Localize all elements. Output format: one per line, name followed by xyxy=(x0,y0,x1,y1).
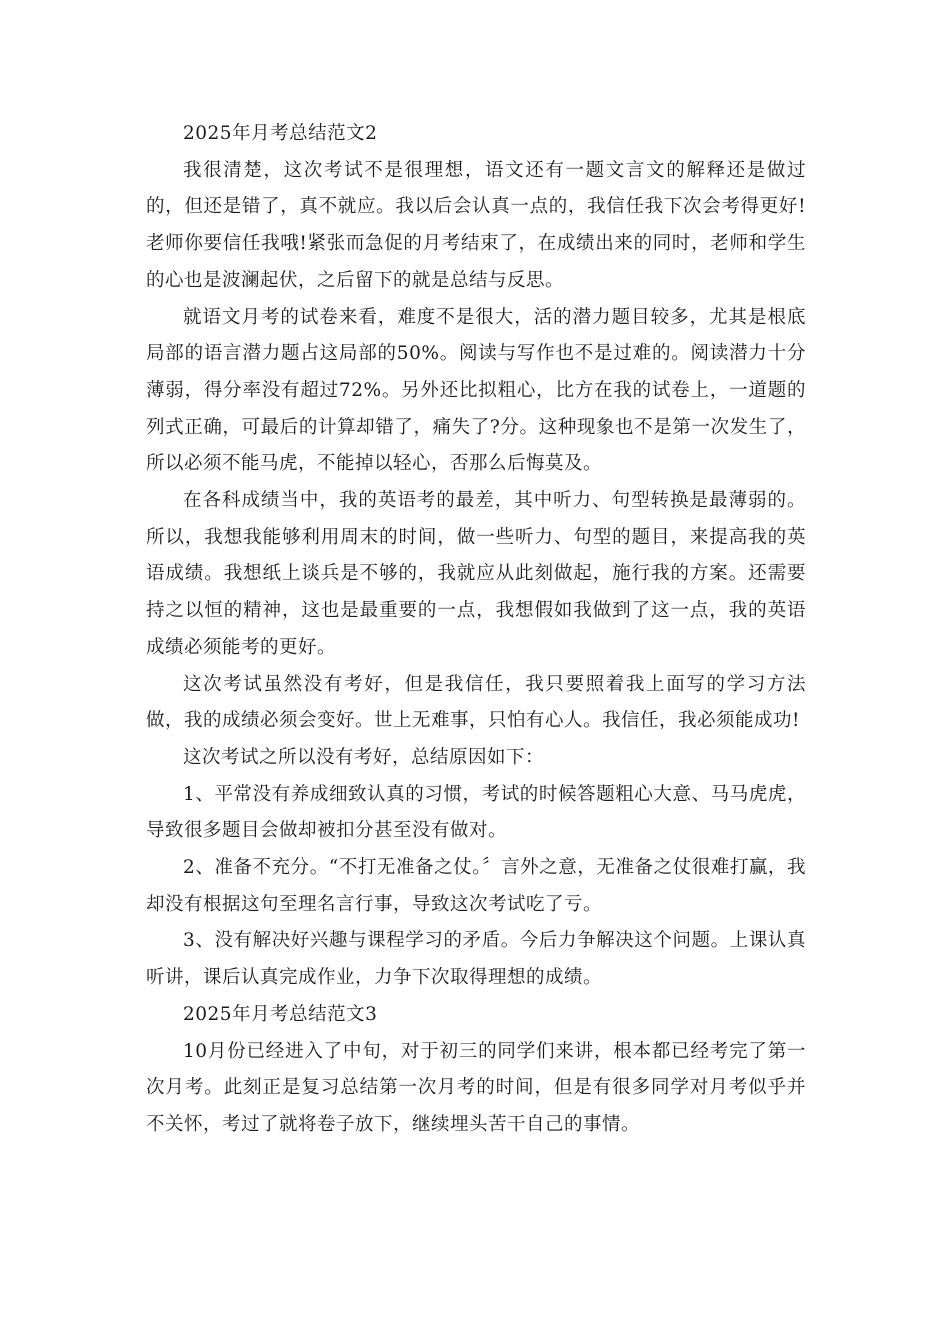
paragraph: 在各科成绩当中，我的英语考的最差，其中听力、句型转换是最薄弱的。所以，我想我能够利用周末的时间，做一些听力、句型的题目，来提高我的英语成绩。我想纸上谈兵是不够的，我就应从此刻做起，施行我的方案。还需要持之以恒的精神，这也是最重要的一点，我想假如我做到了这一点，我的英语成绩必须能考的更好。 xyxy=(146,490,806,658)
paragraph: 这次考试虽然没有考好，但是我信任，我只要照着我上面写的学习方法做，我的成绩必须会变好。世上无难事，只怕有心人。我信任，我必须能成功! xyxy=(146,673,806,732)
section-heading: 2025年月考总结范文2 xyxy=(183,123,378,144)
list-item: 3、没有解决好兴趣与课程学习的矛盾。今后力争解决这个问题。上课认真听讲，课后认真完成作业，力争下次取得理想的成绩。 xyxy=(146,930,806,989)
document-body xyxy=(146,116,806,1144)
list-item: 1、平常没有养成细致认真的习惯，考试的时候答题粗心大意、马马虎虎，导致很多题目会做却被扣分甚至没有做对。 xyxy=(146,783,806,842)
paragraph: 我很清楚，这次考试不是很理想，语文还有一题文言文的解释还是做过的，但还是错了，真不就应。我以后会认真一点的，我信任我下次会考得更好!老师你要信任我哦!紧张而急促的月考结束了，在成绩出来的同时，老师和学生的心也是波澜起伏，之后留下的就是总结与反思。 xyxy=(146,159,806,291)
list-item: 2、准备不充分。“不打无准备之仗。〞言外之意，无准备之仗很难打赢，我却没有根据这句至理名言行事，导致这次考试吃了亏。 xyxy=(146,857,806,915)
paragraph: 就语文月考的试卷来看，难度不是很大，活的潜力题目较多，尤其是根底局部的语言潜力题占这局部的50%。阅读与写作也不是过难的。阅读潜力十分薄弱，得分率没有超过72%。另外还比拟粗心，比方在我的试卷上，一道题的列式正确，可最后的计算却错了，痛失了?分。这种现象也不是第一次发生了，所以必须不能马虎，不能掉以轻心，否那么后悔莫及。 xyxy=(146,306,806,475)
section-heading: 2025年月考总结范文3 xyxy=(183,1003,378,1025)
paragraph: 10月份已经进入了中旬，对于初三的同学们来讲，根本都已经考完了第一次月考。此刻正是复习总结第一次月考的时间，但是有很多同学对月考似乎并不关怀，考过了就将卷子放下，继续埋头苦干自己的事情。 xyxy=(146,1040,806,1135)
paragraph: 这次考试之所以没有考好，总结原因如下： xyxy=(183,746,545,768)
